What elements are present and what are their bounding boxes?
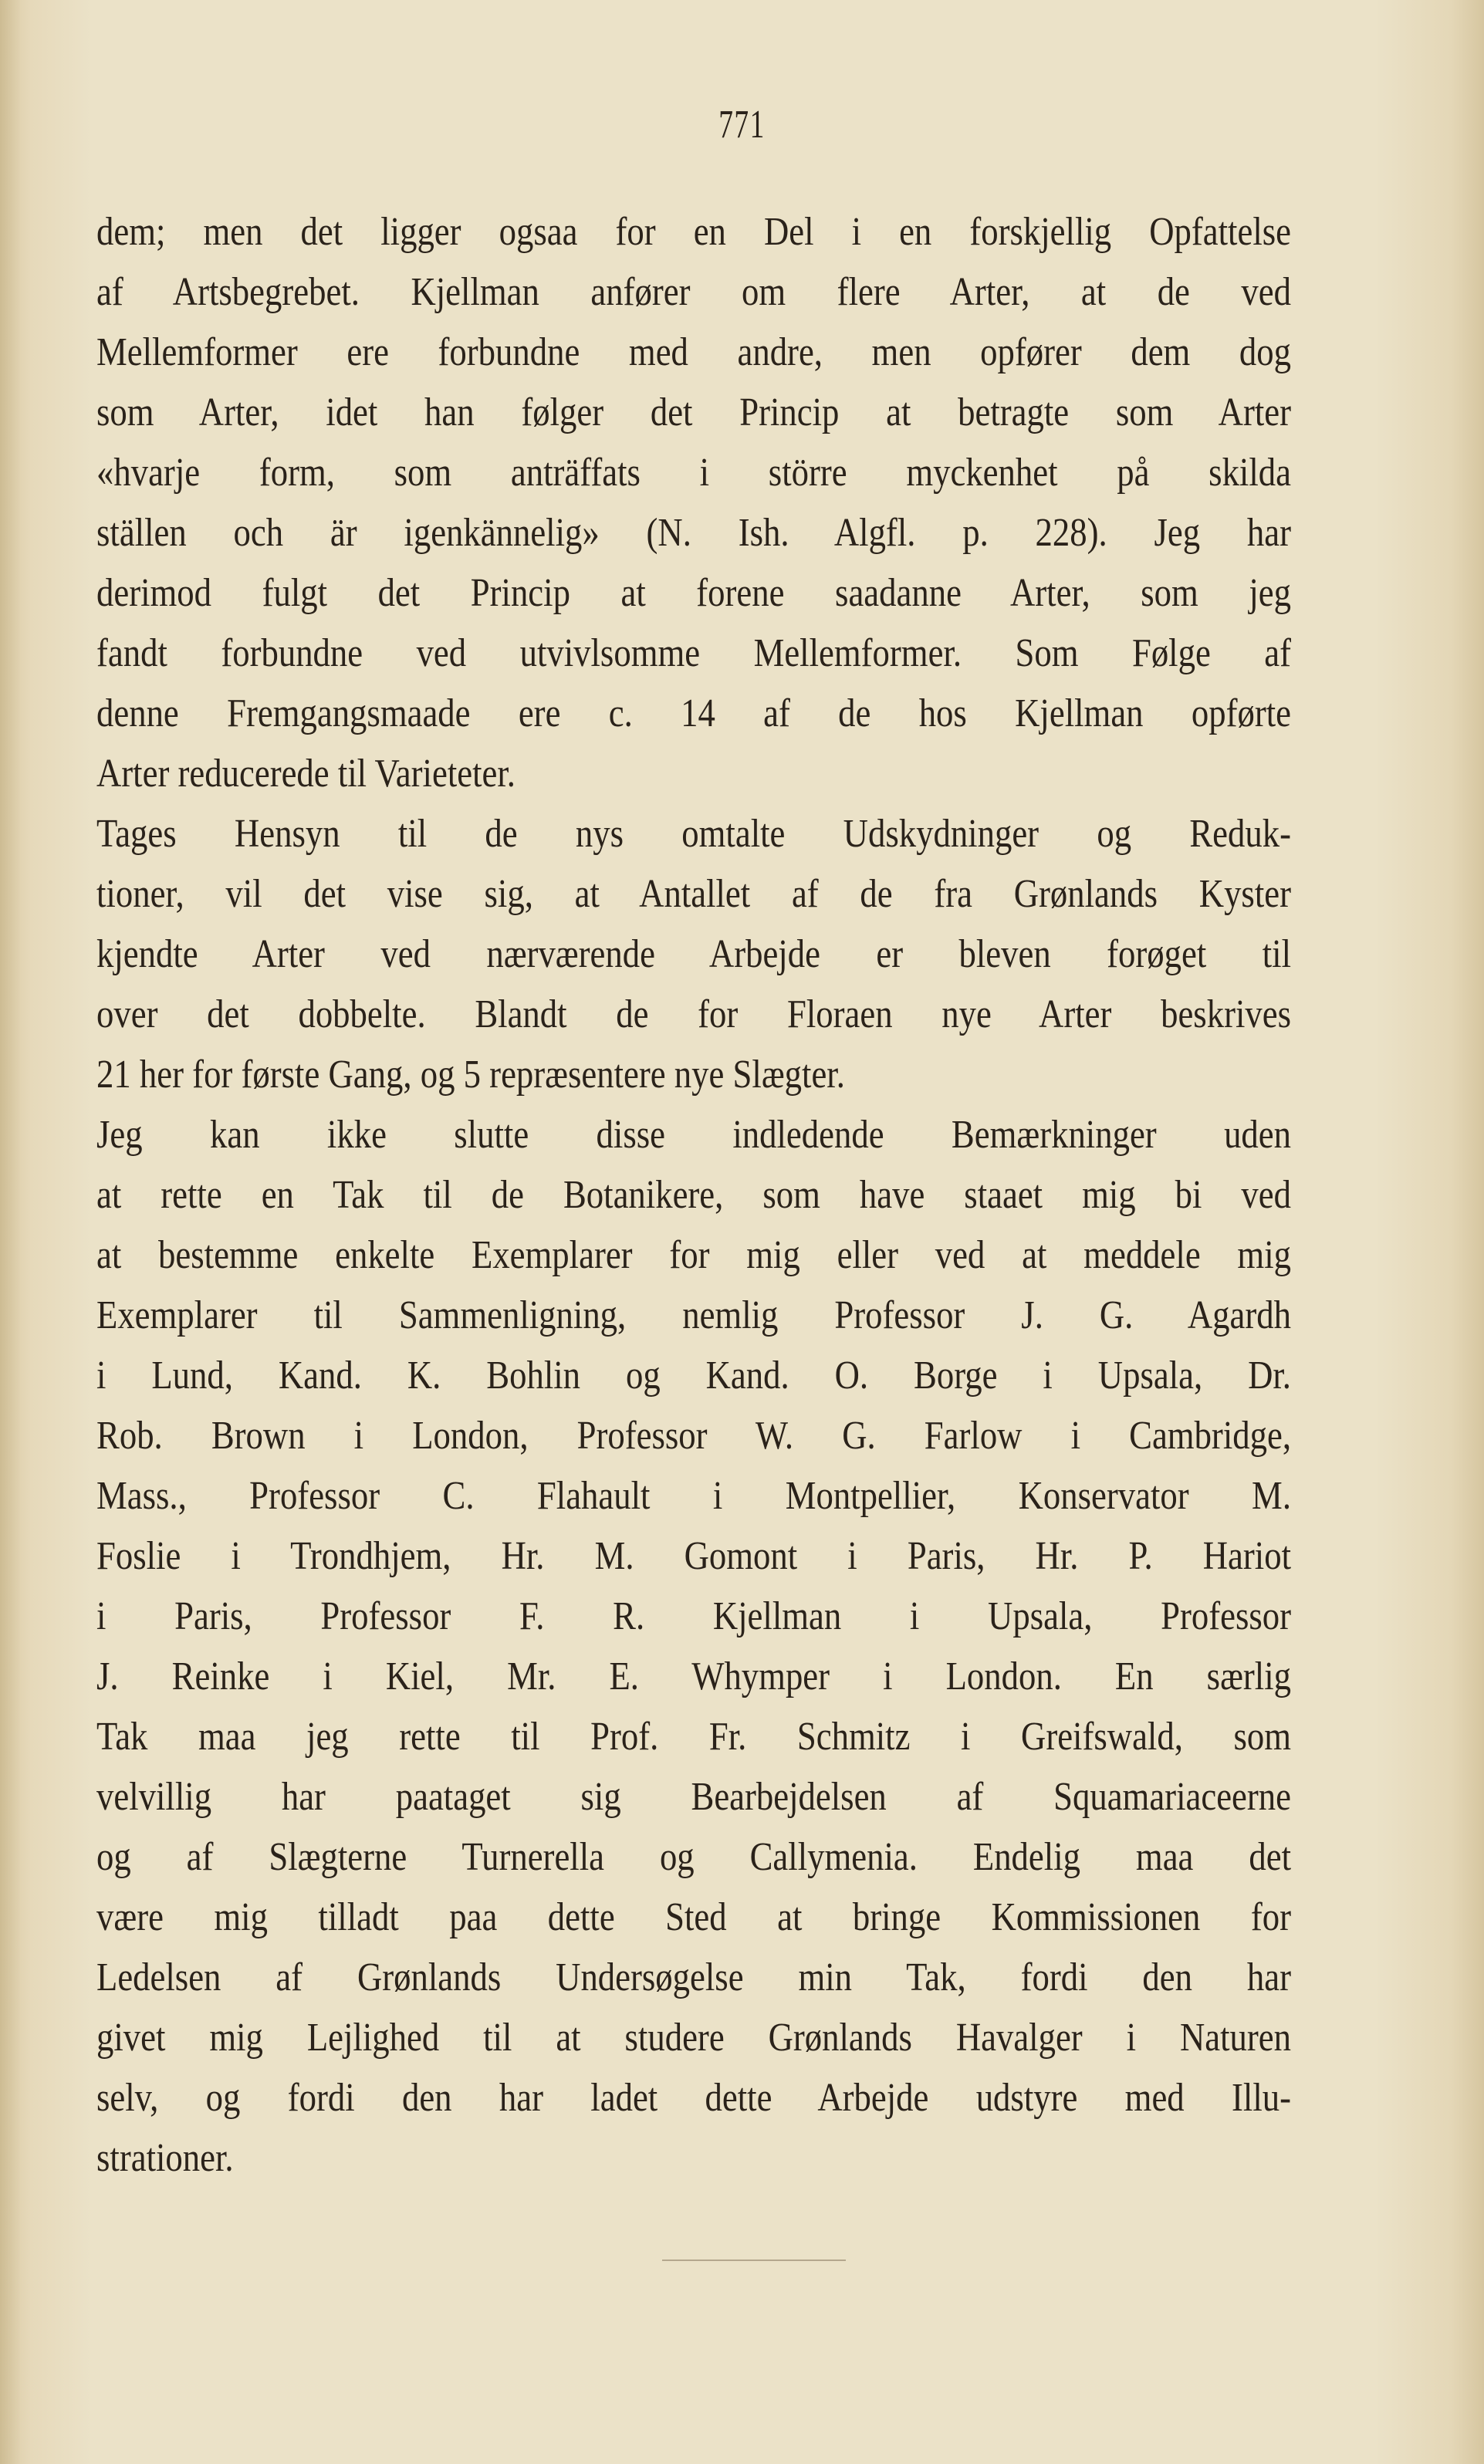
page-edge-shadow xyxy=(0,0,20,2464)
text-line: J. Reinke i Kiel, Mr. E. Whymper i London. En særlig xyxy=(96,1654,1291,1698)
text-line: i Lund, Kand. K. Bohlin og Kand. O. Borge i Upsala, Dr. xyxy=(96,1354,1291,1398)
text-line: Foslie i Trondhjem, Hr. M. Gomont i Paris, Hr. P. Hariot xyxy=(96,1534,1291,1578)
text-line: Ledelsen af Grønlands Undersøgelse min Tak, fordi den har xyxy=(96,1955,1291,1999)
text-line: dem; men det ligger ogsaa for en Del i en forskjellig Opfattelse xyxy=(96,210,1291,254)
text-line: i Paris, Professor F. R. Kjellman i Upsala, Professor xyxy=(96,1594,1291,1638)
text-line: Arter reducerede til Varieteter. xyxy=(96,752,516,796)
text-line: Rob. Brown i London, Professor W. G. Farlow i Cambridge, xyxy=(96,1414,1291,1458)
text-line: Tak maa jeg rette til Prof. Fr. Schmitz i Greifswald, som xyxy=(96,1715,1291,1759)
text-line: strationer. xyxy=(96,2136,234,2180)
text-line: Mass., Professor C. Flahault i Montpellier, Konservator M. xyxy=(96,1474,1291,1518)
page-number: 771 xyxy=(718,103,766,147)
text-line: fandt forbundne ved utvivlsomme Mellemformer. Som Følge af xyxy=(96,631,1291,675)
text-line: givet mig Lejlighed til at studere Grønlands Havalger i Naturen xyxy=(96,2016,1291,2060)
text-line: derimod fulgt det Princip at forene saadanne Arter, som jeg xyxy=(96,571,1291,615)
text-line: 21 her for første Gang, og 5 repræsentere nye Slægter. xyxy=(96,1053,845,1097)
text-line: selv, og fordi den har ladet dette Arbejde udstyre med Illu- xyxy=(96,2076,1291,2120)
text-line: som Arter, idet han følger det Princip at betragte som Arter xyxy=(96,390,1291,434)
footer-rule xyxy=(662,2260,846,2261)
text-line: over det dobbelte. Blandt de for Floraen nye Arter beskrives xyxy=(96,992,1291,1036)
text-line: tioner, vil det vise sig, at Antallet af de fra Grønlands Kyster xyxy=(96,872,1291,916)
text-line: at rette en Tak til de Botanikere, som have staaet mig bi ved xyxy=(96,1173,1291,1217)
text-line: og af Slægterne Turnerella og Callymenia. Endelig maa det xyxy=(96,1835,1291,1879)
text-line: Exemplarer til Sammenligning, nemlig Professor J. G. Agardh xyxy=(96,1293,1291,1337)
text-line: kjendte Arter ved nærværende Arbejde er bleven forøget til xyxy=(96,932,1291,976)
body-text xyxy=(96,202,1291,2189)
text-line: «hvarje form, som anträffats i större myckenhet på skilda xyxy=(96,451,1291,495)
text-line: at bestemme enkelte Exemplarer for mig eller ved at meddele mig xyxy=(96,1233,1291,1277)
text-line: Jeg kan ikke slutte disse indledende Bemærkninger uden xyxy=(96,1113,1291,1157)
text-line: Tages Hensyn til de nys omtalte Udskydninger og Reduk- xyxy=(96,812,1291,856)
text-line: Mellemformer ere forbundne med andre, men opfører dem dog xyxy=(96,330,1291,374)
text-line: være mig tilladt paa dette Sted at bringe Kommissionen for xyxy=(96,1895,1291,1939)
text-line: denne Fremgangsmaade ere c. 14 af de hos Kjellman opførte xyxy=(96,691,1291,735)
text-line: af Artsbegrebet. Kjellman anfører om flere Arter, at de ved xyxy=(96,270,1291,314)
text-line: velvillig har paataget sig Bearbejdelsen af Squamariaceerne xyxy=(96,1775,1291,1819)
text-line: ställen och är igenkännelig» (N. Ish. Algfl. p. 228). Jeg har xyxy=(96,511,1291,555)
